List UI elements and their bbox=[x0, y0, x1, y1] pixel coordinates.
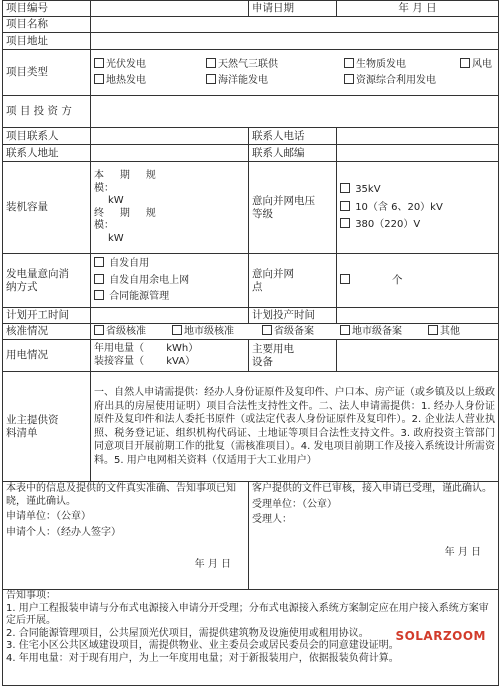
checkbox-icon bbox=[344, 74, 354, 84]
type-option-resource[interactable]: 资源综合利用发电 bbox=[344, 74, 436, 88]
voltage-option-380v[interactable]: 380（220）V bbox=[340, 218, 495, 232]
power-use-field[interactable]: 年用电量（ kWh） 装接容量（ kVA） bbox=[91, 340, 249, 372]
project-address-label: 项目地址 bbox=[3, 33, 91, 50]
notice-item: 2. 合同能源管理项目，公共屋顶光伏项目，需提供建筑物及设施使用或租用协议。 bbox=[6, 627, 369, 639]
checkbox-icon bbox=[206, 58, 216, 68]
main-equipment-field[interactable] bbox=[337, 340, 499, 372]
consumption-option-surplus[interactable]: 自发自用余电上网 bbox=[94, 274, 245, 288]
applicant-declaration: 本表中的信息及提供的文件真实准确、告知事项已知晓，谨此确认。 申请单位：（公章） 申请个人：（经办人签字） 年 月 日 bbox=[3, 482, 249, 590]
approval-option-city[interactable]: 地市级核准 bbox=[172, 325, 262, 339]
checkbox-icon bbox=[94, 58, 104, 68]
approval-option-city-record[interactable]: 地市级备案 bbox=[340, 325, 428, 339]
contact-email-label: 联系人邮编 bbox=[249, 145, 337, 162]
type-option-wind[interactable]: 风电 bbox=[460, 58, 492, 72]
accept-date[interactable]: 年 月 日 bbox=[444, 546, 481, 558]
approval-option-province-record[interactable]: 省级备案 bbox=[262, 325, 340, 339]
form-table bbox=[2, 0, 499, 686]
approval-label: 核准情况 bbox=[3, 324, 91, 340]
investor-field[interactable] bbox=[91, 96, 499, 128]
contact-address-label: 联系人地址 bbox=[3, 145, 91, 162]
solarzoom-watermark: SOLARZOOM bbox=[395, 629, 486, 643]
type-option-pv[interactable]: 光伏发电 bbox=[94, 58, 206, 72]
project-address-field[interactable] bbox=[91, 33, 499, 50]
voltage-options bbox=[337, 162, 499, 254]
materials-text: 一、自然人申请需提供：经办人身份证原件及复印件、户口本、房产证（或乡镇及以上级政府出具的房屋使用证明）项目合法性支持性文件。二、法人申请需提供：1. 经办人身份证原件及复印件和法人委托书原件（或法定代表人身份证原件及复印件）。2. 企业法人营业执照、税务登记证、组织机构代码证、土地证等项目合法性支持文件。3. 政府投资主管部门同意项目开展前期工作的批复（需核准项目）。4. 发电项目前期工作及接入系统设计所需资料。5. 用户电网相关资料（仅适用于大工业用户） bbox=[91, 372, 499, 482]
notice-title: 告知事项： bbox=[6, 590, 56, 601]
approval-option-other[interactable]: 其他 bbox=[428, 325, 460, 339]
consumption-options bbox=[91, 254, 249, 308]
project-type-options bbox=[91, 50, 499, 96]
approval-option-province[interactable]: 省级核准 bbox=[94, 325, 172, 339]
consumption-label: 发电量意向消纳方式 bbox=[3, 254, 91, 308]
apply-date-label: 申请日期 bbox=[249, 1, 337, 17]
materials-label: 业主提供资料清单 bbox=[3, 372, 91, 482]
checkbox-icon bbox=[340, 218, 350, 228]
checkbox-icon bbox=[340, 325, 350, 335]
checkbox-icon bbox=[262, 325, 272, 335]
checkbox-icon bbox=[460, 58, 470, 68]
accept-person-label: 受理人： bbox=[252, 514, 292, 525]
type-option-gas[interactable]: 天然气三联供 bbox=[206, 58, 344, 72]
project-name-field[interactable] bbox=[91, 17, 499, 33]
applicant-person-label: 申请个人：（经办人签字） bbox=[6, 526, 121, 538]
applicant-date[interactable]: 年 月 日 bbox=[194, 559, 231, 570]
type-option-ocean[interactable]: 海洋能发电 bbox=[206, 74, 344, 88]
checkbox-icon bbox=[94, 257, 104, 267]
acceptance-declaration: 客户提供的文件已审核，接入申请已受理，谨此确认。 受理单位：（公章） 受理人： 年 月 日 bbox=[249, 482, 499, 590]
type-option-geothermal[interactable]: 地热发电 bbox=[94, 74, 206, 88]
checkbox-icon bbox=[94, 290, 104, 300]
apply-date-field[interactable]: 年 月 日 bbox=[337, 1, 499, 17]
capacity-label: 装机容量 bbox=[3, 162, 91, 254]
checkbox-icon bbox=[206, 74, 216, 84]
contact-email-field[interactable] bbox=[337, 145, 499, 162]
contact-person-label: 项目联系人 bbox=[3, 128, 91, 145]
voltage-option-35kv[interactable]: 35kV bbox=[340, 183, 495, 197]
project-no-field[interactable] bbox=[91, 1, 249, 17]
notice-item: 1. 用户工程报装申请与分布式电源接入申请分开受理；分布式电源接入系统方案制定应在用户接入系统方案审定后开展。 bbox=[6, 602, 489, 626]
applicant-unit-label: 申请单位：（公章） bbox=[6, 511, 91, 522]
project-type-label: 项目类型 bbox=[3, 50, 91, 96]
consumption-option-contract[interactable]: 合同能源管理 bbox=[94, 290, 245, 304]
start-time-label: 计划开工时间 bbox=[3, 308, 91, 324]
checkbox-icon bbox=[344, 58, 354, 68]
production-time-field[interactable] bbox=[337, 308, 499, 324]
type-option-biomass[interactable]: 生物质发电 bbox=[344, 58, 460, 72]
contact-phone-field[interactable] bbox=[337, 128, 499, 145]
production-time-label: 计划投产时间 bbox=[249, 308, 337, 324]
grid-point-field[interactable]: 个 bbox=[337, 254, 499, 308]
approval-options bbox=[91, 324, 499, 340]
checkbox-icon bbox=[340, 183, 350, 193]
grid-point-label: 意向并网点 bbox=[249, 254, 337, 308]
capacity-field[interactable]: 本 期 规 模： kW 终 期 规 模： kW bbox=[91, 162, 249, 254]
power-use-label: 用电情况 bbox=[3, 340, 91, 372]
notice-item: 4. 年用电量：对于现有用户，为上一年度用电量；对于新报装用户，依据报装负荷计算。 bbox=[6, 652, 399, 664]
checkbox-icon bbox=[340, 201, 350, 211]
contact-address-field[interactable] bbox=[91, 145, 249, 162]
voltage-label: 意向并网电压等级 bbox=[249, 162, 337, 254]
notice-item: 3. 住宅小区公共区域建设项目，需提供物业、业主委员会或居民委员会的同意建设证明。 bbox=[6, 640, 399, 651]
checkbox-icon bbox=[94, 74, 104, 84]
investor-label: 项 目 投 资 方 bbox=[3, 96, 91, 128]
project-name-label: 项目名称 bbox=[3, 17, 91, 33]
accept-unit-label: 受理单位：（公章） bbox=[252, 498, 337, 510]
start-time-field[interactable] bbox=[91, 308, 249, 324]
main-equipment-label: 主要用电设备 bbox=[249, 340, 337, 372]
contact-person-field[interactable] bbox=[91, 128, 249, 145]
contact-phone-label: 联系人电话 bbox=[249, 128, 337, 145]
voltage-option-10kv[interactable]: 10（含 6、20）kV bbox=[340, 201, 495, 215]
checkbox-icon bbox=[428, 325, 438, 335]
checkbox-icon bbox=[340, 274, 350, 284]
checkbox-icon bbox=[172, 325, 182, 335]
project-no-label: 项目编号 bbox=[3, 1, 91, 17]
checkbox-icon bbox=[94, 325, 104, 335]
application-form bbox=[2, 0, 498, 673]
consumption-option-self[interactable]: 自发自用 bbox=[94, 257, 245, 271]
checkbox-icon bbox=[94, 274, 104, 284]
